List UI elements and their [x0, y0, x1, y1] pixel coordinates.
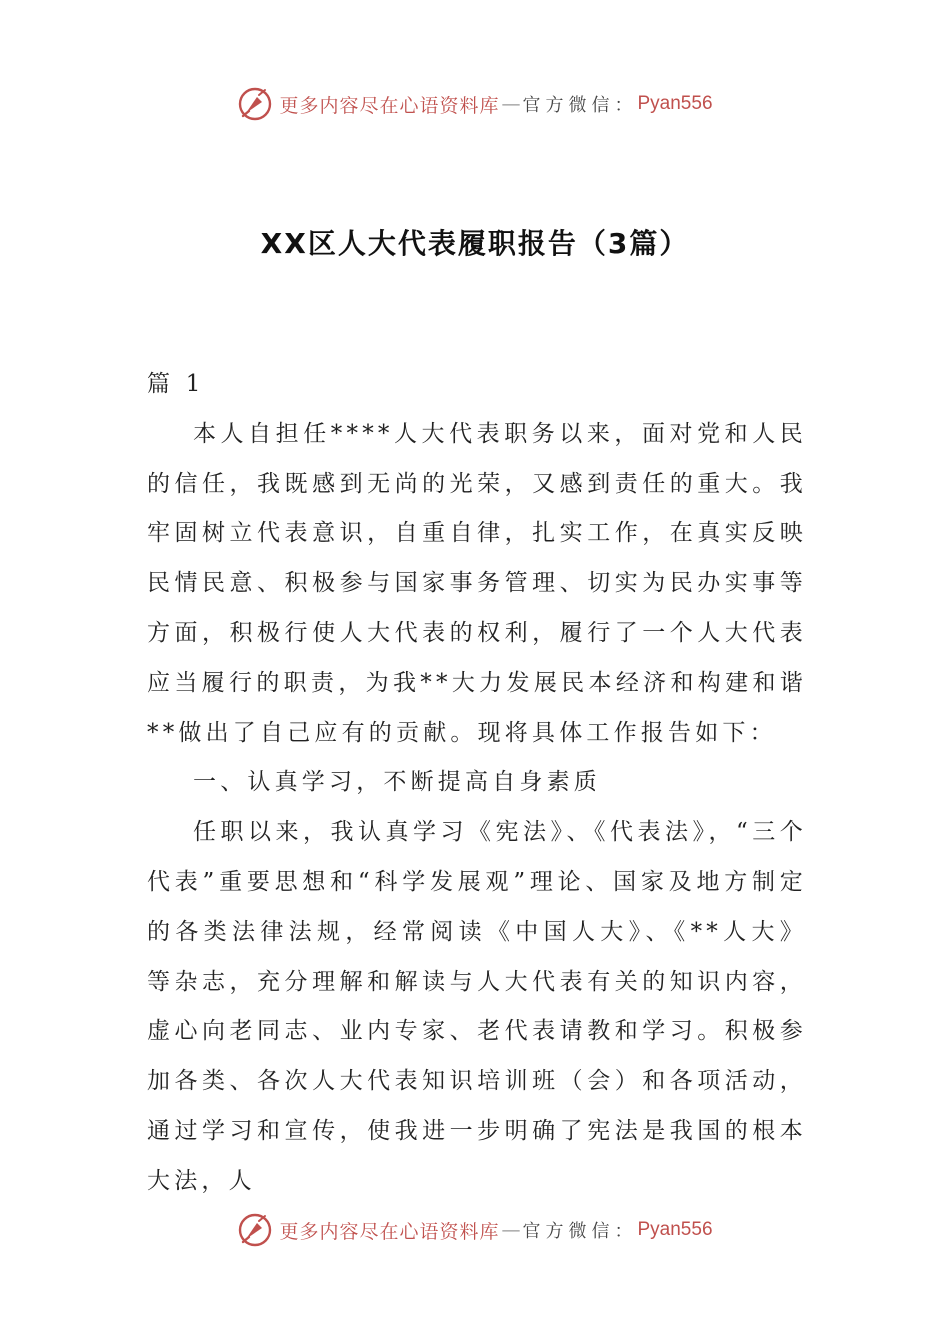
watermark-official-label: 官方微信： [522, 1221, 638, 1242]
watermark-separator: — [501, 93, 521, 115]
body-paragraph: 任职以来，我认真学习《宪法》、《代表法》，“三个代表”重要思想和“科学发展观”理论、国家及地方制定的各类法律法规，经常阅读《中国人大》、《**人大》等杂志，充分理解和解读与人大代表有关的知识内容，虚心向老同志、业内专家、老代表请教和学习。积极参加各类、各次人大代表知识培训班（会）和各项活动，通过学习和宣传，使我进一步明确了宪法是我国的根本大法，人 [147, 819, 807, 1194]
pen-nib-circle-icon [237, 86, 273, 122]
document-body [147, 360, 807, 1207]
watermark-official-label: 官方微信： [522, 95, 638, 116]
section-heading: 篇 1 [147, 371, 205, 397]
watermark-wechat-id: Pyan556 [637, 93, 713, 114]
subsection-heading: 一、认真学习，不断提高自身素质 [193, 769, 601, 796]
watermark-brand-text: 更多内容尽在心语资料库 [279, 94, 500, 117]
watermark-banner-bottom [0, 1210, 950, 1250]
document-title: XX区人大代表履职报告（3篇） [260, 227, 690, 260]
watermark-banner-top [0, 84, 950, 124]
pen-nib-circle-icon [237, 1212, 273, 1248]
body-paragraph: 本人自担任****人大代表职务以来，面对党和人民的信任，我既感到无尚的光荣，又感到责任的重大。我牢固树立代表意识，自重自律，扎实工作，在真实反映民情民意、积极参与国家事务管理、切实为民办实事等方面，积极行使人大代表的权利，履行了一个人大代表应当履行的职责，为我**大力发展民本经济和构建和谐**做出了自己应有的贡献。现将具体工作报告如下： [147, 420, 807, 746]
watermark-wechat-id: Pyan556 [637, 1219, 713, 1240]
watermark-brand-text: 更多内容尽在心语资料库 [279, 1220, 500, 1243]
watermark-separator: — [501, 1219, 521, 1241]
